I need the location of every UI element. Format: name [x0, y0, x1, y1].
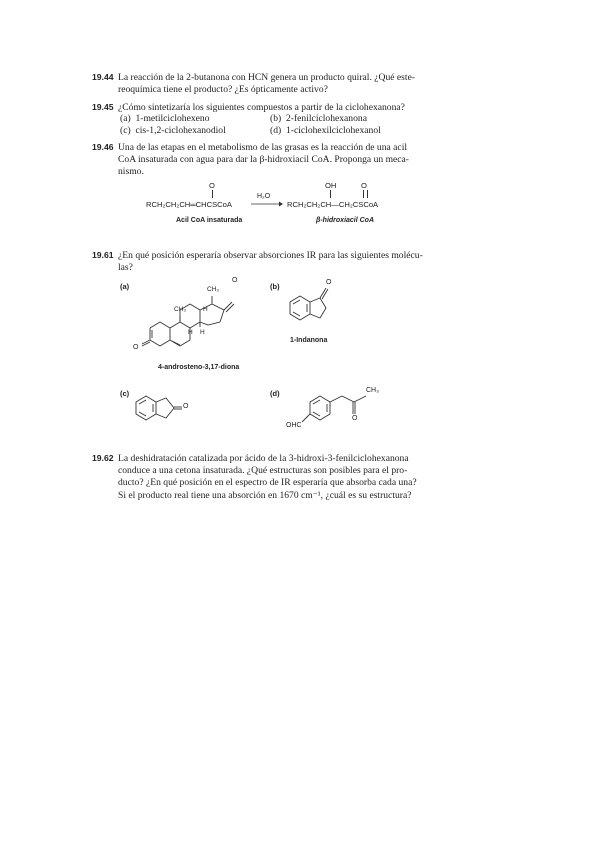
product-oh: OH	[325, 181, 337, 190]
option-a: (a) 1-metilciclohexeno	[120, 113, 210, 124]
problem-text-line: La deshidratación catalizada por ácido de la 3-hidroxi-3-fenilciclohexanona	[118, 453, 409, 464]
problem-19-46	[92, 141, 444, 179]
structure-b-label: (b)	[270, 282, 280, 291]
problem-number: 19.44	[92, 72, 114, 82]
option-d: (d) 1-ciclohexilciclohexanol	[270, 124, 381, 136]
structure-a-name: 4-androsteno-3,17-diona	[158, 364, 240, 371]
a-enone-o: O	[133, 344, 139, 351]
problem-number: 19.62	[92, 453, 114, 463]
a-hydrogen-2: H	[188, 329, 193, 336]
d-methyl: CH₃	[366, 387, 379, 394]
product-o: O	[361, 181, 367, 190]
structure-a-label: (a)	[120, 282, 130, 291]
structure-b-name: 1-Indanona	[290, 337, 328, 344]
a-methyl-upper: CH₃	[207, 286, 220, 293]
product-name: β-hidroxiacil CoA	[316, 217, 375, 224]
problem-text-line: conduce a una cetona insaturada. ¿Qué estructuras son posibles para el pro-	[118, 465, 408, 477]
reagent-label: H₂O	[257, 193, 271, 200]
problem-number: 19.46	[92, 142, 114, 152]
option-c: (c) cis-1,2-ciclohexanodiol	[120, 124, 226, 136]
reactant-formula: RCH₂CH₂CH═CHCSCoA	[146, 200, 232, 209]
problem-19-61	[92, 249, 444, 274]
product-formula: RCH₂CH₂CH—CH₂CSCoA	[287, 200, 379, 209]
reactant-name: Acil CoA insaturada	[176, 217, 243, 224]
androstenedione-structure-icon	[128, 280, 268, 360]
structure-d-label: (d)	[270, 389, 280, 398]
product-carbonyl-bond	[363, 190, 368, 198]
structure-c-label: (c)	[120, 389, 130, 398]
problem-text-line: Si el producto real tiene una absorción en 1670 cm⁻¹, ¿cuál es su estructura?	[118, 489, 412, 501]
problem-text-line: ¿Cómo sintetizaría los siguientes compuestos a partir de la ciclohexanona?	[118, 102, 405, 113]
problem-text-line: reoquímica tiene el producto? ¿Es ópticamente activo?	[118, 84, 328, 96]
problem-number: 19.45	[92, 102, 114, 112]
problem-19-62	[92, 452, 444, 502]
a-hydrogen-3: H	[200, 329, 205, 336]
b-ketone-o: O	[326, 279, 332, 286]
problem-19-44	[92, 71, 444, 96]
indanone-structure-icon	[282, 280, 352, 336]
problem-text-line: nismo.	[118, 166, 144, 178]
aryl-ketone-structure-icon	[286, 384, 396, 440]
reactant-carbonyl-o: O	[209, 181, 215, 190]
oh-bond	[330, 190, 332, 198]
problem-text-line: La reacción de la 2-butanona con HCN genera un producto quiral. ¿Qué este-	[118, 72, 416, 83]
problem-text-line: ducto? ¿En qué posición en el espectro de IR esperaría que absorba cada una?	[118, 477, 417, 489]
problem-number: 19.61	[92, 250, 114, 260]
a-ketone-o: O	[232, 277, 238, 284]
d-aldehyde: OHC	[286, 422, 302, 429]
reaction-arrow-icon	[251, 200, 283, 208]
a-methyl-lower: CH₃	[174, 306, 187, 313]
carbonyl-bond	[212, 190, 214, 198]
problem-text-line: las?	[118, 262, 133, 274]
c-ketone-o: O	[183, 403, 189, 410]
problem-text-line: ¿En qué posición esperaría observar absorciones IR para las siguientes molécu-	[118, 250, 423, 261]
a-hydrogen-1: H	[203, 306, 208, 313]
problem-text-line: Una de las etapas en el metabolismo de las grasas es la reacción de una acil	[118, 142, 408, 153]
problem-text-line: CoA insaturada con agua para dar la β-hidroxiacil CoA. Proponga un meca-	[118, 154, 410, 166]
indan-2-one-structure-icon	[130, 390, 200, 430]
d-ketone-o: O	[352, 415, 358, 422]
option-b: (b) 2-fenilciclohexanona	[270, 113, 367, 124]
